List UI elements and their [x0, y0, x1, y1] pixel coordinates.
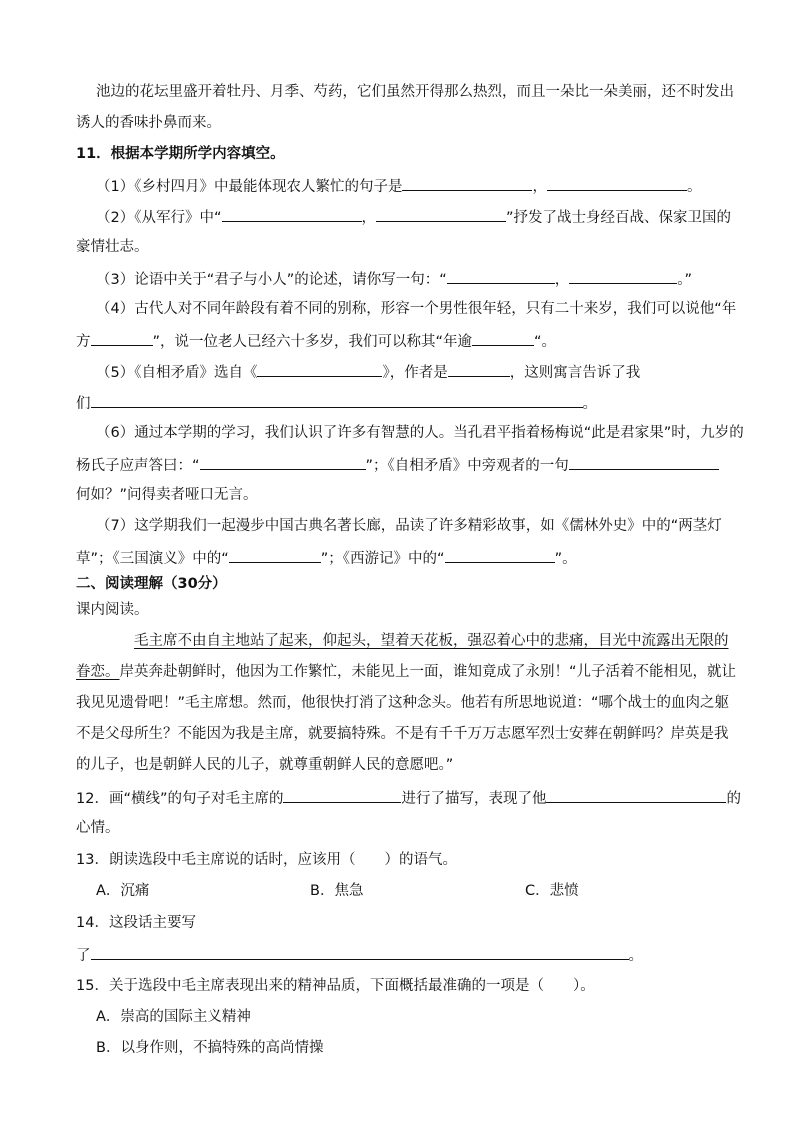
- q11-item-1-comma: ，: [532, 179, 547, 195]
- passage-line-4: 不是父母所生？不能因为我是主席，就要搞特殊。不是有千千万万志愿军烈士安葬在朝鲜吗？岸英是我: [76, 726, 729, 742]
- q11-item-4-line1: （4）古代人对不同年龄段有着不同的别称，形容一个男性很年轻，只有二十来岁，我们可以说他“年: [96, 301, 737, 317]
- answer-blank[interactable]: [257, 361, 382, 377]
- q11-item-2-comma: ，: [361, 210, 376, 226]
- q15-option-b[interactable]: B．以身作则，不搞特殊的高尚情操: [96, 1040, 324, 1056]
- answer-blank[interactable]: [402, 175, 532, 191]
- q11-item-2-line2: 豪情壮志。: [76, 239, 149, 255]
- q11-item-2-tail: ”抒发了战士身经百战、保家卫国的: [506, 210, 732, 226]
- q11-item-5-c: ，这则寓言告诉了我: [509, 365, 641, 381]
- passage-line-5: 的儿子，也是朝鲜人民的儿子，就尊重朝鲜人民的意愿吧。”: [76, 757, 454, 773]
- q13: 13．朗读选段中毛主席说的话时，应该用（ ）的语气。: [76, 852, 457, 868]
- answer-blank[interactable]: [546, 787, 726, 803]
- q14: 14．这段话主要写: [76, 915, 196, 931]
- answer-blank[interactable]: [445, 547, 555, 563]
- q11-item-6-a: 杨氏子应声答曰：“: [76, 458, 200, 474]
- q11-item-7-line2: [76, 547, 577, 569]
- q12-b: 进行了描写，表现了他: [401, 791, 547, 807]
- q11-item-2: [96, 206, 731, 228]
- q13-option-c[interactable]: C．悲愤: [525, 883, 579, 899]
- q11-item-5-a: （5）《自相矛盾》选自《: [96, 365, 258, 381]
- q11-item-7-c: ”。: [554, 551, 577, 567]
- section-heading: 二、阅读理解（30分）: [76, 576, 227, 592]
- q15: 15．关于选段中毛主席表现出来的精神品质，下面概括最准确的一项是（ ）。: [76, 978, 595, 994]
- q11-item-4-b: ”，说一位老人已经六十多岁，我们可以称其“年逾: [152, 334, 473, 350]
- answer-blank[interactable]: [91, 944, 629, 960]
- answer-blank[interactable]: [91, 330, 153, 346]
- answer-blank[interactable]: [472, 330, 534, 346]
- q11-item-4-a: 方: [76, 334, 91, 350]
- q11-title: 11．根据本学期所学内容填空。: [76, 146, 285, 162]
- passage-line-3: 我见见遗骨吧！”毛主席想。然而，他很快打消了这种念头。他若有所思地说道：“哪个战士的血肉之躯: [76, 695, 730, 711]
- q11-item-6-line2: [76, 454, 719, 476]
- q11-item-6-line3: 何如？”问得卖者哑口无言。: [76, 487, 258, 503]
- answer-blank[interactable]: [376, 206, 506, 222]
- q11-item-7-line1: （7）这学期我们一起漫步中国古典名著长廊，品读了许多精彩故事，如《儒林外史》中的“两茎灯: [96, 518, 722, 534]
- q11-item-6-b: ”；《自相矛盾》中旁观者的一句: [365, 458, 569, 474]
- q12: [76, 787, 741, 809]
- q14-line2-end: 。: [628, 948, 643, 964]
- answer-blank[interactable]: [447, 268, 555, 284]
- q11-item-5-b: 》，作者是: [382, 365, 448, 381]
- q11-item-2-text: （2）《从军行》中“: [96, 210, 222, 226]
- q14-line2-a: 了: [76, 948, 91, 964]
- q11-item-3-text: （3）论语中关于“君子与小人”的论述，请你写一句：“: [96, 272, 447, 288]
- q14-line2: [76, 944, 643, 966]
- answer-blank[interactable]: [229, 547, 321, 563]
- q11-item-4-line2: [76, 330, 556, 352]
- passage-underlined: 眷恋。: [76, 664, 120, 680]
- q11-item-3-comma: ，: [554, 272, 570, 288]
- q13-option-b[interactable]: B．焦急: [310, 883, 364, 899]
- answer-blank[interactable]: [569, 268, 677, 284]
- q11-item-4-c: “。: [534, 334, 557, 350]
- q12-c: 的: [726, 791, 741, 807]
- answer-blank[interactable]: [222, 206, 362, 222]
- answer-blank[interactable]: [569, 454, 719, 470]
- q11-item-1-end: 。: [686, 179, 702, 195]
- q12-line2: 心情。: [76, 820, 120, 836]
- q11-item-3-end: 。”: [677, 272, 693, 288]
- q11-item-6-line1: （6）通过本学期的学习，我们认识了许多有智慧的人。当孔君平指着杨梅说“此是君家果”时，九岁的: [96, 425, 744, 441]
- passage-line-2: [76, 662, 736, 682]
- answer-blank[interactable]: [283, 787, 401, 803]
- intro-line-1: 池边的花坛里盛开着牡丹、月季、芍药，它们虽然开得那么热烈，而且一朵比一朵美丽，还不时发出: [96, 84, 734, 100]
- intro-line-2: 诱人的香味扑鼻而来。: [76, 115, 221, 131]
- q11-item-5: [96, 361, 640, 383]
- q11-item-5-line2: [76, 392, 597, 414]
- q11-item-5-line2-a: 们: [76, 396, 91, 412]
- q15-option-a[interactable]: A．崇高的国际主义精神: [96, 1009, 251, 1025]
- answer-blank[interactable]: [91, 392, 583, 408]
- q11-item-3: [96, 268, 692, 290]
- passage-line-2-rest: 岸英奔赴朝鲜时，他因为工作繁忙，未能见上一面，谁知竟成了永别！“儿子活着不能相见，就让: [119, 664, 737, 680]
- q11-item-1-text: （1）《乡村四月》中最能体现农人繁忙的句子是: [96, 179, 403, 195]
- section-subheading: 课内阅读。: [76, 602, 149, 618]
- q11-item-7-b: ”；《西游记》中的“: [320, 551, 445, 567]
- q13-option-a[interactable]: A．沉痛: [96, 883, 150, 899]
- q11-item-1: [96, 175, 701, 197]
- q11-item-5-line2-end: 。: [582, 396, 597, 412]
- answer-blank[interactable]: [200, 454, 366, 470]
- q12-a: 12．画“横线”的句子对毛主席的: [76, 791, 284, 807]
- answer-blank[interactable]: [448, 361, 510, 377]
- answer-blank[interactable]: [547, 175, 687, 191]
- q11-item-7-a: 草”；《三国演义》中的“: [76, 551, 229, 567]
- passage-line-1: 毛主席不由自主地站了起来，仰起头，望着天花板，强忍着心中的悲痛，目光中流露出无限的: [134, 633, 729, 649]
